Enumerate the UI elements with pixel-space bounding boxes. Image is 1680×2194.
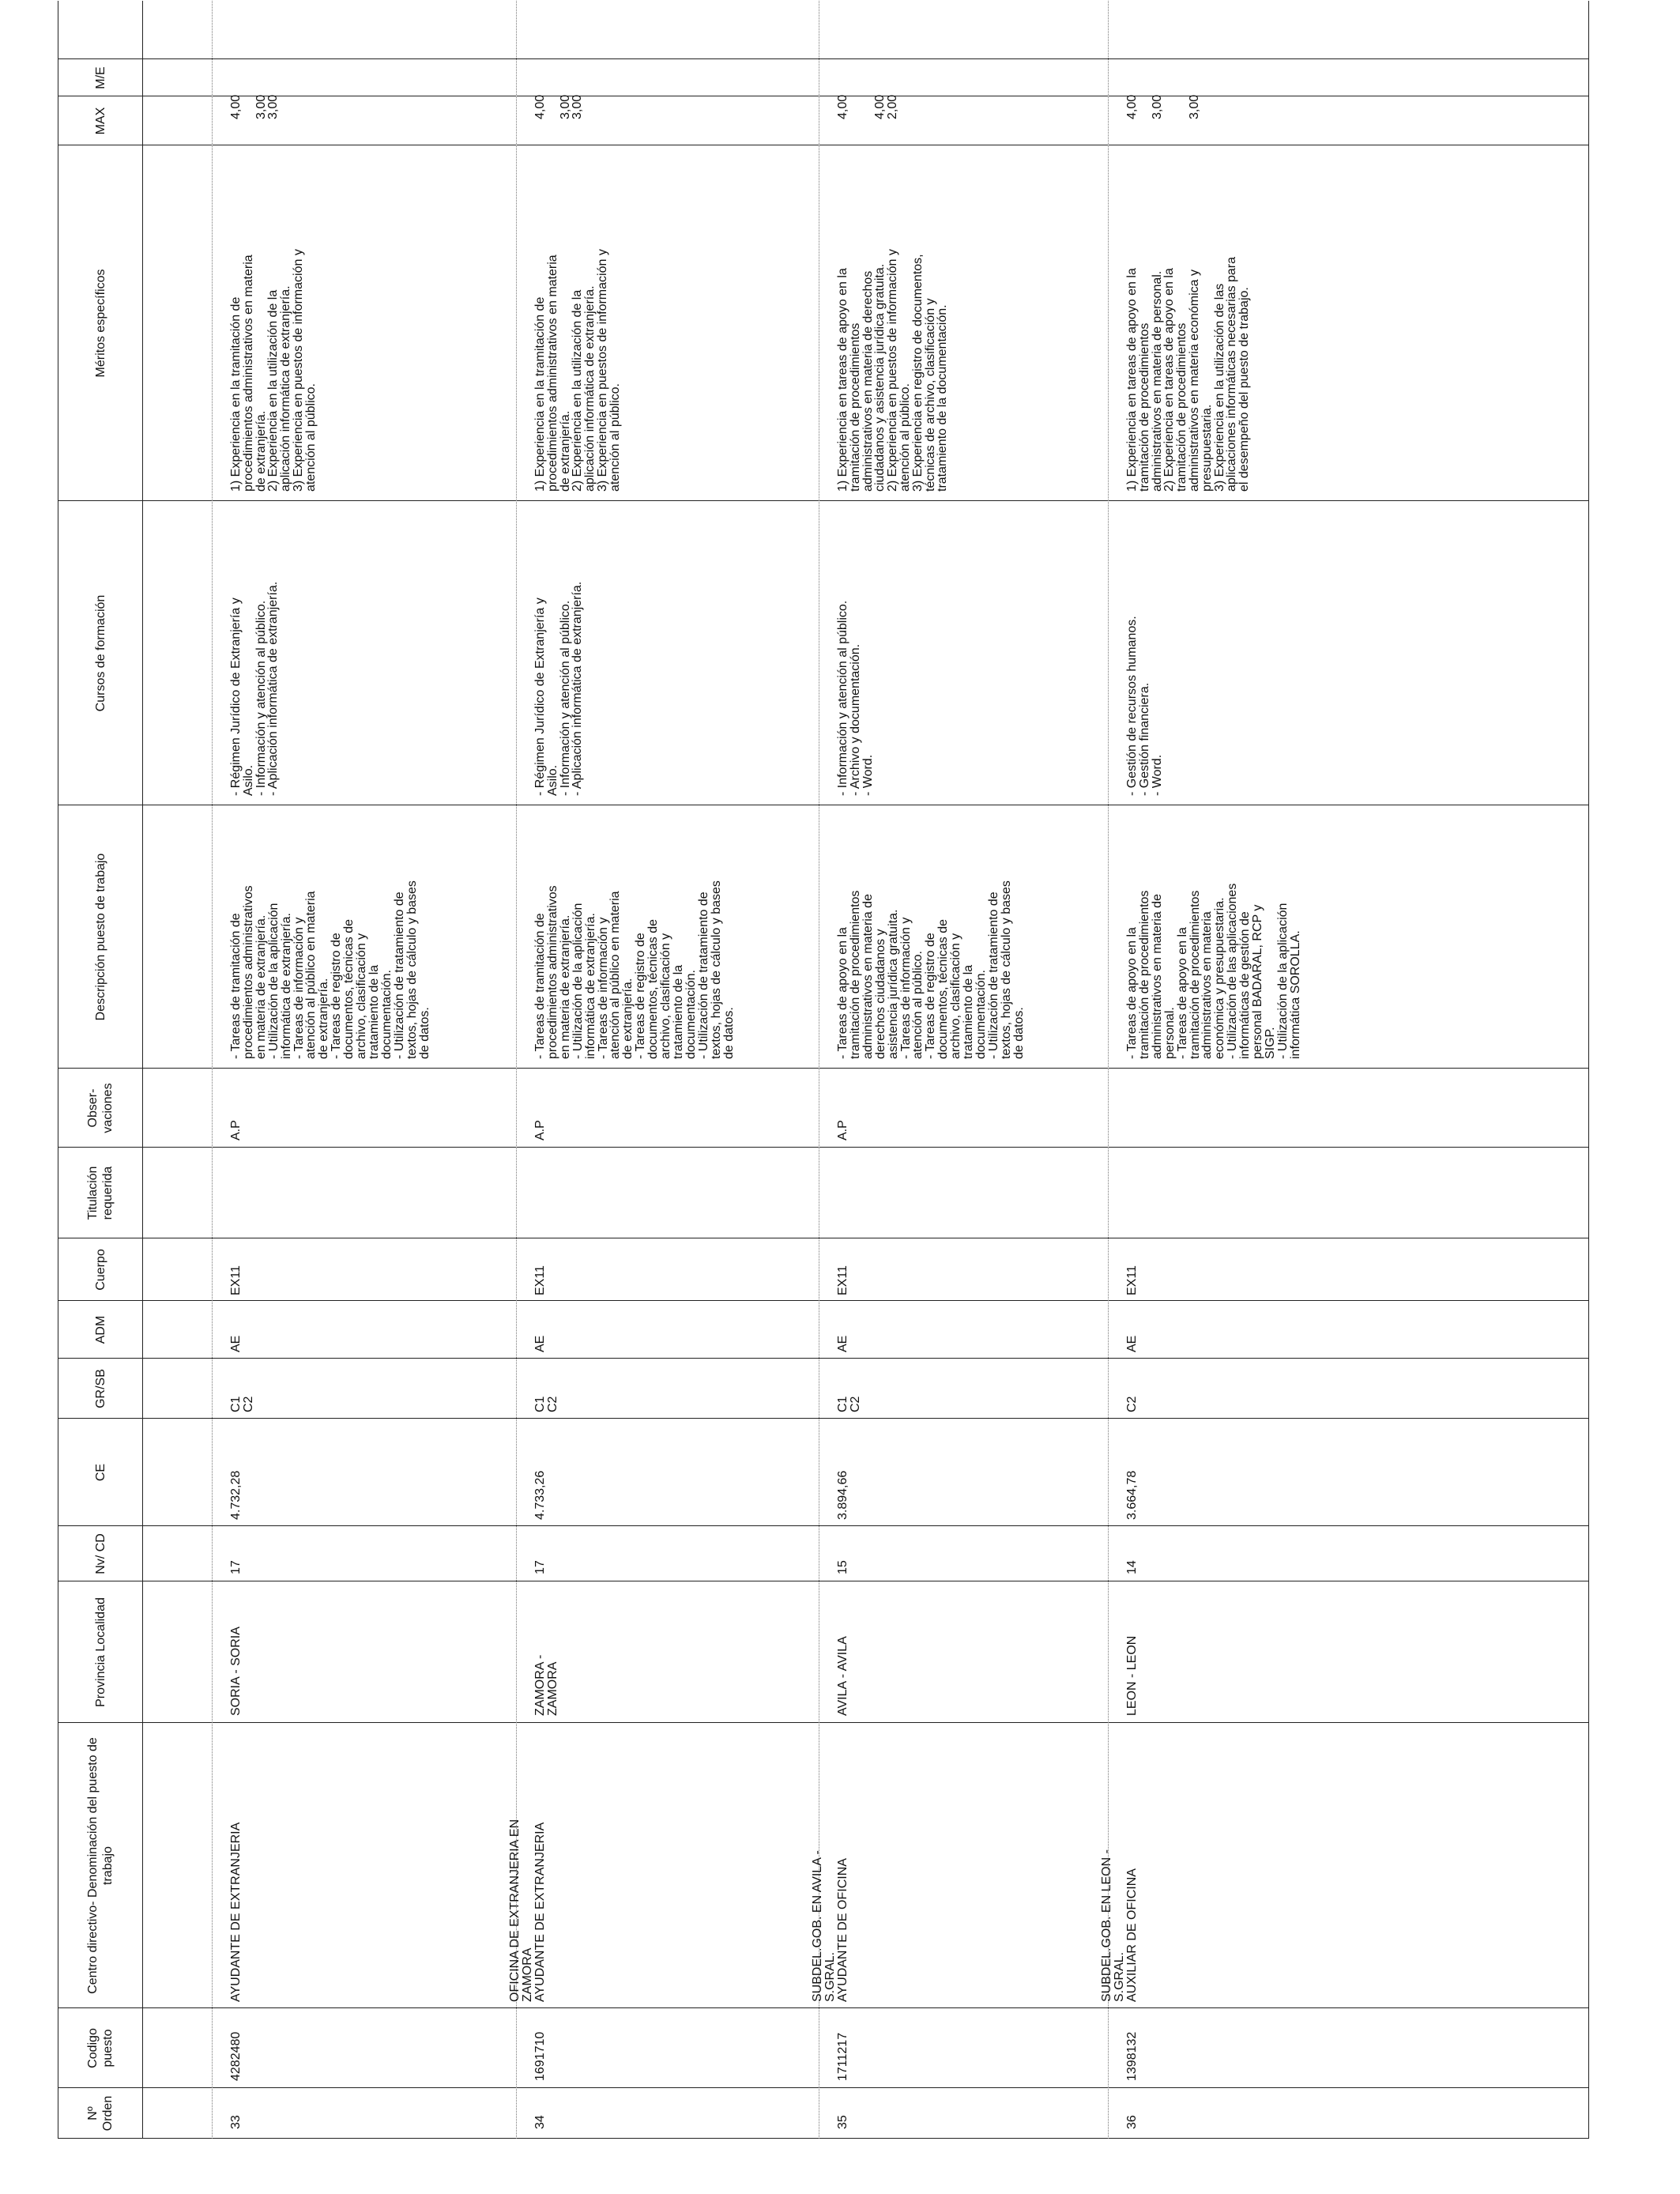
header-max: MAX [93, 107, 107, 135]
header-orden: Nº Orden [86, 2095, 115, 2132]
codigo-cell: 4282480 [229, 2031, 243, 2081]
header-grupo: GR/SB [93, 1369, 107, 1408]
row-separator [516, 1, 517, 2139]
header-adm: ADM [93, 1315, 107, 1344]
col-line [58, 1068, 1588, 1069]
header-cursos: Cursos de formación [93, 594, 107, 712]
col-line [58, 500, 1588, 501]
centro-directivo-cell: OFICINA DE EXTRANJERIA EN ZAMORA [508, 1819, 534, 2002]
header-observaciones: Obser- vaciones [86, 1083, 115, 1133]
col-line [58, 1722, 1588, 1723]
orden-cell: 34 [533, 2115, 547, 2129]
nivel-cell: 15 [836, 1560, 849, 1574]
nivel-cell: 14 [1125, 1560, 1139, 1574]
descripcion-cell: - Tareas de tramitación de procedimientos administrativos en materia de extranjería. - Utilización de la aplicación informática de extranjería. - Tareas de información y atención al público en materia de extranjería. - Tareas de registro de documentos, técnicas de archivo, clasificación y tratamiento de la documentación. - Utilización de tratamiento de textos, hojas de cálculo y bases de datos. [229, 880, 431, 1059]
row-separator [212, 1, 213, 2139]
col-line [58, 1147, 1588, 1148]
max-cell: 4,00 3,00 3,00 [229, 94, 281, 119]
orden-cell: 33 [229, 2115, 243, 2129]
centro-directivo-cell: SUBDEL.GOB. EN AVILA - S.GRAL. [811, 1850, 837, 2002]
orden-cell: 36 [1125, 2115, 1139, 2129]
col-line [58, 1358, 1588, 1359]
meritos-cell: 1) Experiencia en la tramitación de procedimientos administrativos en materia de extranjería. 2) Experiencia en la utilización de la aplicación informática de extranjería. 3) Experiencia en puestos de información y atención al público. [229, 249, 318, 492]
cuerpo-cell: EX11 [1125, 1265, 1139, 1295]
ce-cell: 4.732,28 [229, 1470, 243, 1520]
descripcion-cell: - Tareas de apoyo en la tramitación de procedimientos administrativos en materia de personal. - Tareas de apoyo en la tramitación de procedimientos administrativos en materia económica y presupuestaria. - Utilización de las aplicaciones informáticas de gestión de personal BADARAL, RCP y SIGP. - Utilización de la aplicación informática SOROLLA. [1125, 883, 1302, 1059]
grupo-cell: C1 C2 [533, 1396, 559, 1412]
col-line [58, 1300, 1588, 1301]
denominacion-cell: AYUDANTE DE EXTRANJERIA [229, 1822, 243, 2002]
descripcion-cell: - Tareas de apoyo en la tramitación de procedimientos administrativos en materia de derechos ciudadanos y asistencia jurídica gratuita. - Tareas de información y atención al público. - Tareas de registro de documentos, técnicas de archivo, clasificación y tratamiento de la documentación. - Utilización de tratamiento de textos, hojas de cálculo y bases de datos. [836, 880, 1026, 1059]
provincia-cell: AVILA - AVILA [836, 1636, 849, 1716]
denominacion-cell: AYUDANTE DE EXTRANJERIA [533, 1822, 547, 2002]
col-line [58, 58, 1588, 59]
max-cell: 4,00 3,00 3,00 [1125, 94, 1201, 119]
header-provincia: Provincia Localidad [93, 1597, 107, 1707]
orden-cell: 35 [836, 2115, 849, 2129]
col-line [58, 2087, 1588, 2088]
nivel-cell: 17 [229, 1560, 243, 1574]
cuerpo-cell: EX11 [229, 1265, 243, 1295]
col-line [58, 2007, 1588, 2008]
observaciones-cell: A.P [533, 1120, 547, 1140]
adm-cell: AE [1125, 1335, 1139, 1352]
codigo-cell: 1711217 [836, 2032, 849, 2081]
grupo-cell: C2 [1125, 1396, 1139, 1412]
max-cell: 4,00 3,00 3,00 [533, 94, 585, 119]
cuerpo-cell: EX11 [836, 1265, 849, 1295]
table-border-bottom [1588, 1, 1589, 2139]
denominacion-cell: AYUDANTE DE OFICINA [836, 1858, 849, 2002]
header-cuerpo: Cuerpo [93, 1249, 107, 1291]
col-line [58, 1418, 1588, 1419]
ce-cell: 3.664,78 [1125, 1470, 1139, 1520]
header-ce: CE [93, 1463, 107, 1482]
cursos-cell: - Gestión de recursos humanos. - Gestión financiera. - Word. [1125, 616, 1164, 796]
provincia-cell: LEON - LEON [1125, 1635, 1139, 1716]
observaciones-cell: A.P [229, 1120, 243, 1140]
col-line [58, 1525, 1588, 1526]
codigo-cell: 1691710 [533, 2031, 547, 2081]
adm-cell: AE [229, 1335, 243, 1352]
max-cell: 4,00 4,00 2,00 [836, 94, 900, 119]
nivel-cell: 17 [533, 1560, 547, 1574]
codigo-cell: 1398132 [1125, 2031, 1139, 2081]
meritos-cell: 1) Experiencia en tareas de apoyo en la tramitación de procedimientos administrativos en materia de derechos ciudadanos y asistencia jurídica gratuita. 2) Experiencia en puestos de información y atención al público. 3) Experiencia en registro de documentos, técnicas de archivo, clasificación y tratamiento de la documentación. [836, 249, 950, 492]
header-descripcion: Descripción puesto de trabajo [93, 853, 107, 1021]
cursos-cell: - Régimen Jurídico de Extranjería y Asilo. - Información y atención al público. - Aplicación informática de extranjería. [229, 581, 281, 796]
meritos-cell: 1) Experiencia en tareas de apoyo en la tramitación de procedimientos administrativos en materia de personal. 2) Experiencia en tareas de apoyo en la tramitación de procedimientos administrativos en materia económica y presupuestaria. 3) Experiencia en la utilización de las aplicaciones informáticas necesarias para el desempeño del puesto de trabajo. [1125, 256, 1252, 492]
meritos-cell: 1) Experiencia en la tramitación de procedimientos administrativos en materia de extranjería. 2) Experiencia en la utilización de la aplicación informática de extranjería. 3) Experiencia en puestos de información y atención al público. [533, 249, 622, 492]
denominacion-cell: AUXILIAR DE OFICINA [1125, 1868, 1139, 2002]
cuerpo-cell: EX11 [533, 1265, 547, 1295]
cursos-cell: - Régimen Jurídico de Extranjería y Asilo. - Información y atención al público. - Aplicación informática de extranjería. [533, 581, 585, 796]
row-separator [1108, 1, 1109, 2139]
ce-cell: 4.733,26 [533, 1470, 547, 1520]
centro-directivo-cell: SUBDEL.GOB. EN LEON - S.GRAL. [1100, 1849, 1126, 2002]
header-meritos: Méritos específicos [93, 269, 107, 378]
grupo-cell: C1 C2 [229, 1396, 255, 1412]
header-codigo: Codigo puesto [86, 2028, 115, 2068]
descripcion-cell: - Tareas de tramitación de procedimientos administrativos en materia de extranjería. - Utilización de la aplicación informática de extranjería. - Tareas de información y atención al público en materia de extranjería. - Tareas de registro de documentos, técnicas de archivo, clasificación y tratamiento de la documentación. - Utilización de tratamiento de textos, hojas de cálculo y bases de datos. [533, 880, 736, 1059]
header-centro: Centro directivo- Denominación del puesto de trabajo [86, 1737, 115, 1994]
adm-cell: AE [836, 1335, 849, 1352]
col-line [58, 2138, 1588, 2139]
observaciones-cell: A.P [836, 1120, 849, 1140]
provincia-cell: SORIA - SORIA [229, 1627, 243, 1716]
header-separator [142, 1, 143, 2139]
cursos-cell: - Información y atención al público. - Archivo y documentación. - Word. [836, 600, 875, 796]
header-titulacion: Titulación requerida [86, 1166, 115, 1220]
adm-cell: AE [533, 1335, 547, 1352]
header-me: M/E [93, 66, 107, 89]
grupo-cell: C1 C2 [836, 1396, 862, 1412]
provincia-cell: ZAMORA - ZAMORA [533, 1654, 559, 1716]
header-nivel: Nv/ CD [93, 1533, 107, 1574]
ce-cell: 3.894,66 [836, 1470, 849, 1520]
